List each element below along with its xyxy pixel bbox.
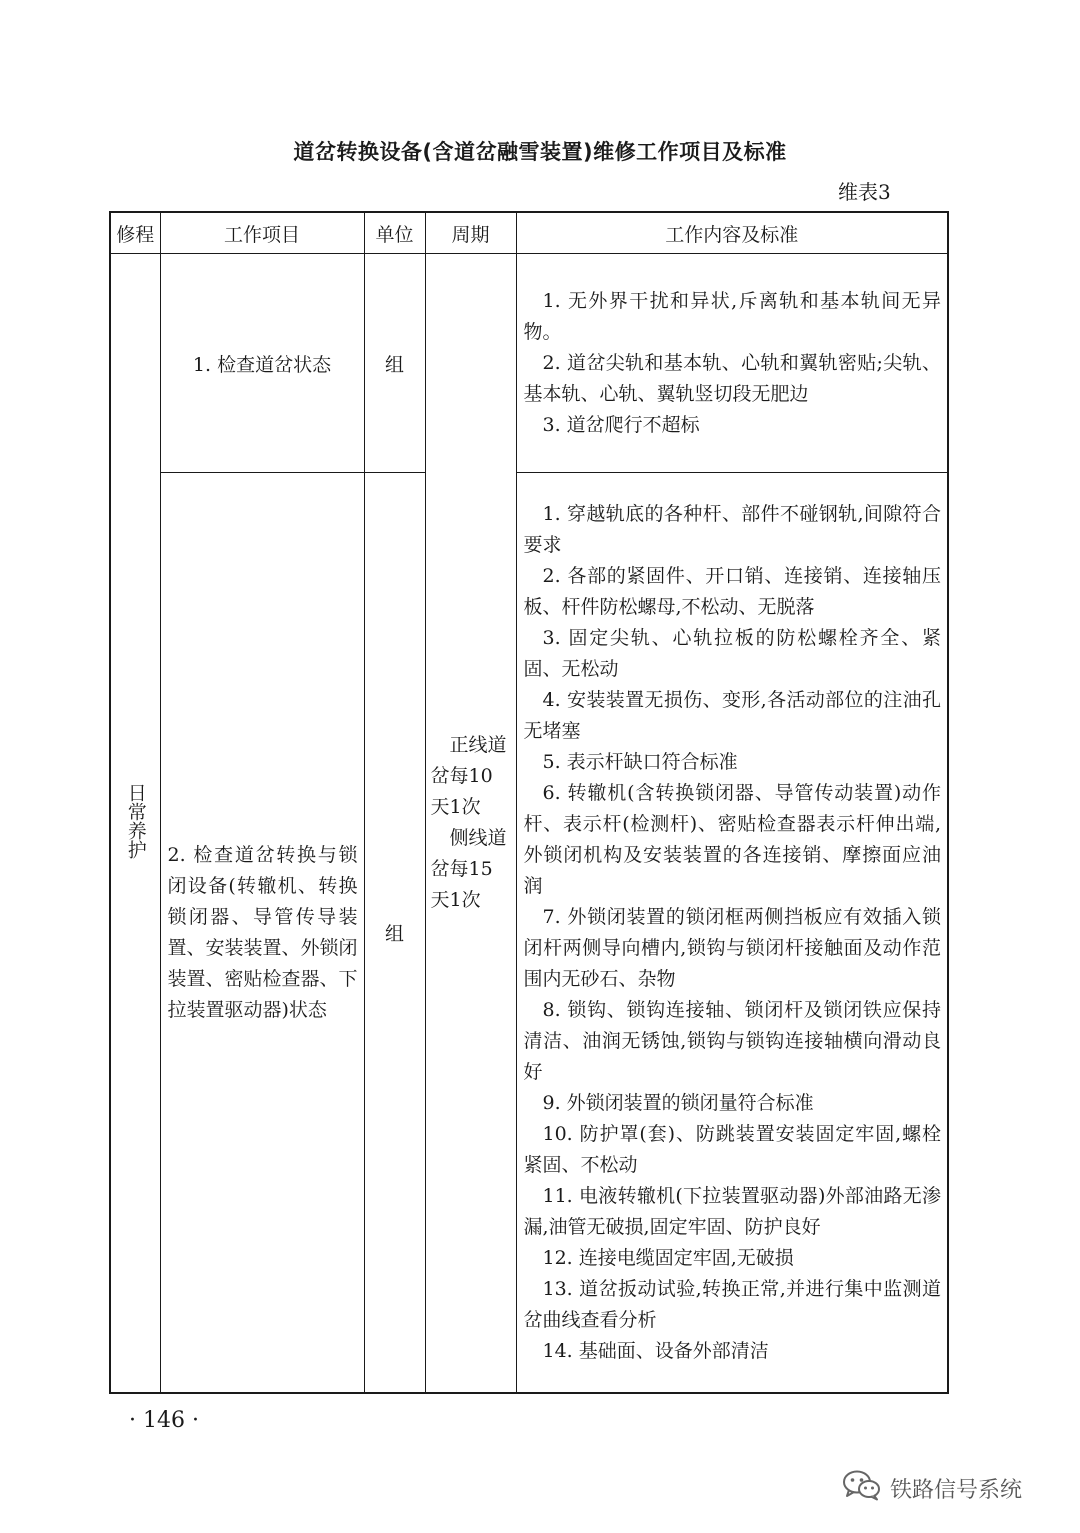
content-line: 8. 锁钩、锁钩连接轴、锁闭杆及锁闭铁应保持清洁、油润无锈蚀,锁钩与锁钩连接轴横向滑动良好 bbox=[523, 998, 941, 1083]
table-subtitle: 维表3 bbox=[838, 180, 891, 204]
header-unit: 单位 bbox=[364, 212, 425, 254]
maintenance-table bbox=[109, 211, 949, 1394]
page-title: 道岔转换设备(含道岔融雪装置)维修工作项目及标准 bbox=[293, 140, 787, 164]
content-line: 2. 道岔尖轨和基本轨、心轨和翼轨密贴;尖轨、基本轨、心轨、翼轨竖切段无肥边 bbox=[523, 351, 941, 405]
content-line: 1. 无外界干扰和异状,斥离轨和基本轨间无异物。 bbox=[523, 289, 941, 343]
content-line: 3. 道岔爬行不超标 bbox=[542, 413, 700, 436]
wechat-icon bbox=[842, 1469, 882, 1507]
content-line: 1. 穿越轨底的各种杆、部件不碰钢轨,间隙符合要求 bbox=[523, 502, 941, 556]
category-label: 日常养护 bbox=[124, 782, 147, 859]
content-cell bbox=[516, 473, 948, 1394]
header-xiucheng: 修程 bbox=[110, 212, 160, 254]
content-line: 12. 连接电缆固定牢固,无破损 bbox=[542, 1246, 794, 1269]
content-line: 14. 基础面、设备外部清洁 bbox=[542, 1339, 769, 1362]
category-cell bbox=[110, 254, 160, 1394]
content-line: 11. 电液转辙机(下拉装置驱动器)外部油路无渗漏,油管无破损,固定牢固、防护良好 bbox=[523, 1184, 941, 1238]
content-cell bbox=[516, 254, 948, 473]
content-line: 7. 外锁闭装置的锁闭框两侧挡板应有效插入锁闭杆两侧导向槽内,锁钩与锁闭杆接触面及动作范围内无砂石、杂物 bbox=[523, 905, 941, 990]
content-line: 6. 转辙机(含转换锁闭器、导管传动装置)动作杆、表示杆(检测杆)、密贴检查器表示杆伸出端,外锁闭机构及安装装置的各连接销、摩擦面应油润 bbox=[523, 781, 941, 897]
content-line: 5. 表示杆缺口符合标准 bbox=[542, 750, 738, 773]
period-line: 侧线道岔每15天1次 bbox=[430, 827, 507, 911]
period-cell bbox=[425, 254, 516, 1394]
content-line: 4. 安装装置无损伤、变形,各活动部位的注油孔无堵塞 bbox=[523, 688, 941, 742]
content-line: 10. 防护罩(套)、防跳装置安装固定牢固,螺栓紧固、不松动 bbox=[523, 1122, 941, 1176]
work-item-cell: 1. 检查道岔状态 bbox=[160, 254, 364, 473]
table-row bbox=[110, 254, 948, 473]
page-number: · 146 · bbox=[129, 1408, 199, 1433]
unit-cell: 组 bbox=[364, 254, 425, 473]
unit-cell: 组 bbox=[364, 473, 425, 1394]
watermark bbox=[842, 1469, 1022, 1507]
content-line: 13. 道岔扳动试验,转换正常,并进行集中监测道岔曲线查看分析 bbox=[523, 1277, 941, 1331]
content-line: 9. 外锁闭装置的锁闭量符合标准 bbox=[542, 1091, 814, 1114]
header-content: 工作内容及标准 bbox=[516, 212, 948, 254]
content-line: 3. 固定尖轨、心轨拉板的防松螺栓齐全、紧固、无松动 bbox=[523, 626, 941, 680]
table-row bbox=[110, 473, 948, 1394]
watermark-text: 铁路信号系统 bbox=[890, 1477, 1023, 1503]
content-line: 2. 各部的紧固件、开口销、连接销、连接轴压板、杆件防松螺母,不松动、无脱落 bbox=[523, 564, 941, 618]
table-header-row bbox=[110, 212, 948, 254]
header-period: 周期 bbox=[425, 212, 516, 254]
header-work-item: 工作项目 bbox=[160, 212, 364, 254]
work-item-cell: 2. 检查道岔转换与锁闭设备(转辙机、转换锁闭器、导管传导装置、安装装置、外锁闭装置、密贴检查器、下拉装置驱动器)状态 bbox=[160, 473, 364, 1394]
period-line: 正线道岔每10天1次 bbox=[430, 734, 507, 818]
